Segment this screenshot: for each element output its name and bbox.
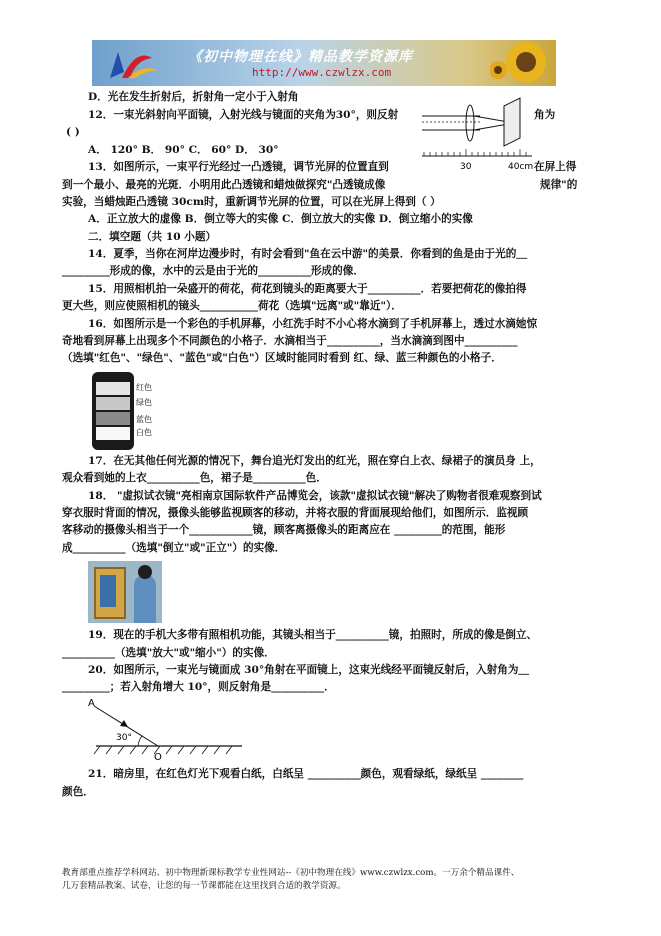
question-text-l22: 成__________（选填"倒立"或"正立"）的实像． <box>62 542 286 554</box>
logo-icon <box>102 44 162 82</box>
question-text-l7: 实验，当蜡烛距凸透镜 30cm时，重新调节光屏的位置，可以在光屏上得到（ ） <box>62 196 441 208</box>
question-text-l6-tail: 规律"的 <box>540 179 578 191</box>
white-label: 白色 <box>136 428 152 437</box>
phone-figure <box>88 372 158 452</box>
question-text-l13: 更大些，则应使照相机的镜头___________荷花（选填"远离"或"靠近"）． <box>62 300 402 312</box>
question-text-l12: 15．用照相机拍一朵盛开的荷花，荷花到镜头的距离要大于__________．若要把荷花的像拍得 <box>88 283 527 295</box>
point-a-label: A <box>88 698 95 709</box>
scale-label-40: 40cm <box>508 162 534 172</box>
white-area <box>96 427 130 440</box>
sunflower-icon <box>490 40 556 86</box>
question-text-l24: __________（选填"放大"或"缩小"）的实像． <box>62 647 275 659</box>
question-text-l21: 客移动的摄像头相当于一个____________镜，顾客离摄像头的距离应在 _________的范围，能形 <box>62 524 506 536</box>
question-text-l11: _________形成的像，水中的云是由于光的__________形成的像． <box>62 265 364 277</box>
question-text-l20: 穿衣服时背面的情况，摄像头能够监视顾客的移动，并将衣服的背面展现给他们，如图所示．监视顾 <box>62 507 529 519</box>
question-text-l1: D．光在发生折射后，折射角一定小于入射角 <box>88 91 299 103</box>
question-text-l14: 16．如图所示是一个彩色的手机屏幕，小红洗手时不小心将水滴到了手机屏幕上，透过水滴她惊 <box>88 318 538 330</box>
question-text-l18: 观众看到她的上衣__________色，裙子是__________色． <box>62 472 327 484</box>
person-figure <box>134 575 156 623</box>
question-text-l25: 20．如图所示，一束光与镜面成 30°角射在平面镜上，这束光线经平面镜反射后，入射角为＿ <box>88 664 530 676</box>
section-heading: 二．填空题（共 10 小题） <box>88 231 217 243</box>
question-text-l5-tail: 在屏上得 <box>534 161 577 173</box>
question-text-l5: 13．如图所示，一束平行光经过一凸透镜，调节光屏的位置直到 <box>88 161 389 173</box>
question-text-l2-tail: 角为 <box>534 109 556 121</box>
header-banner <box>92 40 556 86</box>
footer-line-1: 教育部重点推荐学科网站、初中物理新课标教学专业性网站--《初中物理在线》www.czwlzx.com。一万余个精品课件、 <box>62 868 520 878</box>
banner-title: 《初中物理在线》精品教学资源库 <box>188 49 413 65</box>
question-text-l10: 14．夏季，当你在河岸边漫步时，有时会看到"鱼在云中游"的美景．你看到的鱼是由于光的＿ <box>88 248 527 260</box>
question-text-l3: ( ) <box>66 126 80 138</box>
green-label: 绿色 <box>136 398 152 407</box>
question-text-l4: A． 120° B． 90° C． 60° D． 30° <box>88 144 279 156</box>
question-text-l19: 18． "虚拟试衣镜"亮相南京国际软件产品博览会，该款"虚拟试衣镜"解决了购物者很难观察到试 <box>88 490 542 502</box>
question-text-l26: _________；若入射角增大 10°，则反射角是__________． <box>62 681 335 693</box>
lens-diagram <box>420 96 540 174</box>
reflection-diagram <box>86 696 246 766</box>
point-o-label: O <box>154 752 162 763</box>
question-text-l17: 17．在无其他任何光源的情况下，舞台追光灯发出的红光，照在穿白上衣、绿裙子的演员身 上， <box>88 455 541 467</box>
question-text-l16: （选填"红色"、"绿色"、"蓝色"或"白色"）区域时能同时看到 红、绿、蓝三种颜色的小格子． <box>62 352 502 364</box>
question-text-l27: 21．暗房里，在红色灯光下观看白纸，白纸呈 __________颜色，观看绿纸，绿纸呈 ________ <box>88 768 524 780</box>
person-head <box>138 565 152 579</box>
question-text-l6: 到一个最小、最亮的光斑．小明用此凸透镜和蜡烛做探究"凸透镜成像 <box>62 179 386 191</box>
question-text-l28: 颜色． <box>62 786 94 798</box>
red-label: 红色 <box>136 383 152 392</box>
question-text-l23: 19．现在的手机大多带有照相机功能，其镜头相当于__________镜，拍照时，所成的像是倒立、 <box>88 629 538 641</box>
question-text-l8: A．正立放大的虚像 B．倒立等大的实像 C．倒立放大的实像 D．倒立缩小的实像 <box>88 213 473 225</box>
green-area <box>96 397 130 410</box>
mirror-reflection <box>100 575 116 607</box>
virtual-mirror-photo <box>88 561 162 623</box>
question-text-l2: 12．一束光斜射向平面镜，入射光线与镜面的夹角为30°，则反射 <box>88 109 399 121</box>
blue-label: 蓝色 <box>136 415 152 424</box>
scale-label-30: 30 <box>460 162 472 172</box>
banner-url: http://www.czwlzx.com <box>252 66 392 79</box>
red-area <box>96 382 130 395</box>
question-text-l15: 奇地看到屏幕上出现多个不同颜色的小格子．水滴相当于__________，当水滴滴到图中__________ <box>62 335 518 347</box>
footer-line-2: 几万套精品教案、试卷，让您的每一节课都能在这里找到合适的教学资源。 <box>62 881 346 891</box>
angle-label: 30° <box>116 733 132 743</box>
blue-area <box>96 412 130 425</box>
